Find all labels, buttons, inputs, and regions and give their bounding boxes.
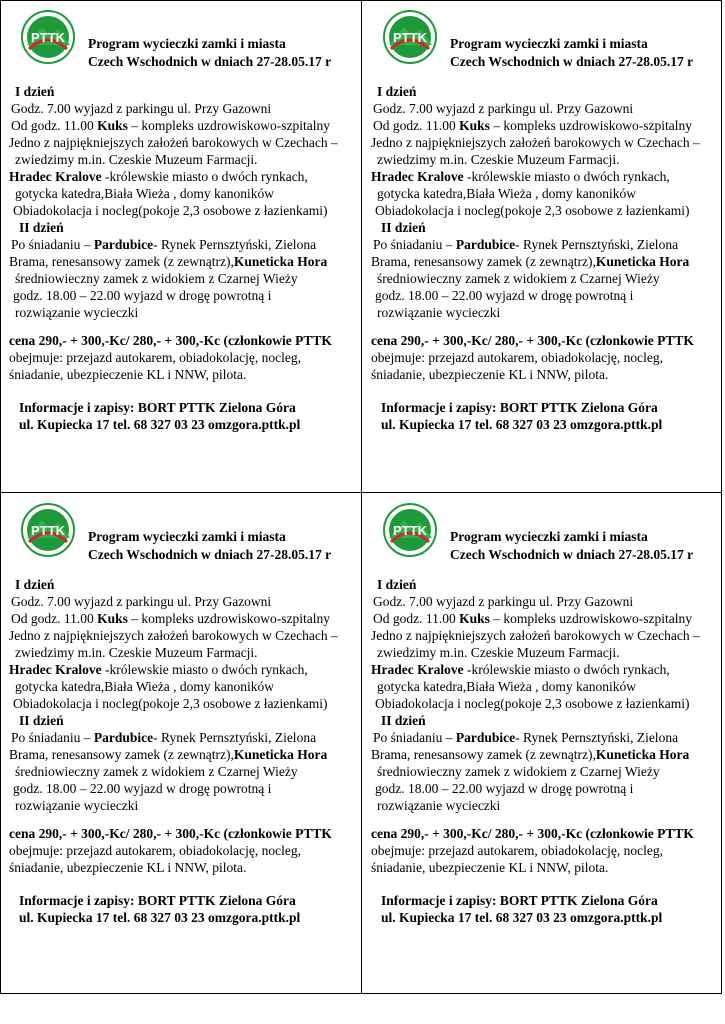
dinner-line: Obiadokolacja i nocleg(pokoje 2,3 osobowe z łazienkami) <box>13 696 328 711</box>
title-line-1: Program wycieczki zamki i miasta <box>88 36 286 51</box>
price-line: cena 290,- + 300,-Kc/ 280,- + 300,-Kc (członkowie PTTK <box>9 826 332 841</box>
includes-line-1: obejmuje: przejazd autokarem, obiadokolację, nocleg, <box>371 843 664 858</box>
kuks-name: Kuks <box>459 118 490 133</box>
includes-line-2: śniadanie, ubezpieczenie KL i NNW, pilota. <box>9 860 247 875</box>
info-line-1: Informacje i zapisy: BORT PTTK Zielona Góra <box>381 400 658 415</box>
departure-line: Godz. 7.00 wyjazd z parkingu ul. Przy Gazowni <box>11 101 272 116</box>
castle-line: średniowieczny zamek z widokiem z Czarnej Wieży <box>377 764 660 779</box>
pardubice-post: - Rynek Pernsztyński, Zielona <box>153 237 317 252</box>
pardubice-pre: Po śniadaniu – <box>11 237 94 252</box>
baroque-line: Jedno z najpiękniejszych założeń barokowych w Czechach – <box>9 135 338 150</box>
logo-text: PTTK <box>31 30 65 45</box>
kuks-post: – kompleks uzdrowiskowo-szpitalny <box>127 611 331 626</box>
hradec-line <box>9 661 359 678</box>
flyer-body <box>371 83 721 433</box>
title-line-1: Program wycieczki zamki i miasta <box>450 529 648 544</box>
kuks-name: Kuks <box>459 611 490 626</box>
kuks-line <box>371 610 721 627</box>
pardubice-line <box>371 729 721 746</box>
pardubice-name: Pardubice <box>93 730 154 745</box>
kuks-line <box>371 117 721 134</box>
hradec-name: Hradec Kralove <box>371 169 464 184</box>
includes-line-1: obejmuje: przejazd autokarem, obiadokolację, nocleg, <box>371 350 664 365</box>
flyer-card-2 <box>363 1 722 491</box>
pardubice-post: - Rynek Pernsztyński, Zielona <box>515 730 679 745</box>
kuneticka-name: Kuneticka Hora <box>595 747 690 762</box>
includes-line-2: śniadanie, ubezpieczenie KL i NNW, pilota. <box>371 367 609 382</box>
pttk-logo-icon <box>382 9 438 65</box>
pardubice-post: - Rynek Pernsztyński, Zielona <box>515 237 679 252</box>
kuneticka-pre: Brama, renesansowy zamek (z zewnątrz), <box>9 747 234 762</box>
info-line-2: ul. Kupiecka 17 tel. 68 327 03 23 omzgora.pttk.pl <box>19 910 301 925</box>
day1-heading: I dzień <box>377 84 417 99</box>
dinner-line: Obiadokolacja i nocleg(pokoje 2,3 osobowe z łazienkami) <box>375 696 690 711</box>
day1-heading: I dzień <box>377 577 417 592</box>
kuneticka-name: Kuneticka Hora <box>233 254 328 269</box>
dinner-line: Obiadokolacja i nocleg(pokoje 2,3 osobowe z łazienkami) <box>375 203 690 218</box>
end-line: rozwiązanie wycieczki <box>377 305 501 320</box>
hradec-post: -królewskie miasto o dwóch rynkach, <box>463 169 670 184</box>
kuks-pre: Od godz. 11.00 <box>11 118 98 133</box>
title-line-2: Czech Wschodnich w dniach 27-28.05.17 r <box>450 547 694 562</box>
day2-heading: II dzień <box>381 713 426 728</box>
pttk-logo-icon <box>20 9 76 65</box>
title-line-2: Czech Wschodnich w dniach 27-28.05.17 r <box>88 547 332 562</box>
kuks-post: – kompleks uzdrowiskowo-szpitalny <box>489 118 693 133</box>
return-line: godz. 18.00 – 22.00 wyjazd w drogę powrotną i <box>13 288 272 303</box>
baroque-line: Jedno z najpiękniejszych założeń barokowych w Czechach – <box>371 628 700 643</box>
kuks-pre: Od godz. 11.00 <box>11 611 98 626</box>
kuneticka-line <box>9 253 359 270</box>
flyer-title <box>450 528 720 564</box>
flyer-title <box>450 35 720 71</box>
baroque-line: Jedno z najpiękniejszych założeń barokowych w Czechach – <box>9 628 338 643</box>
kuks-post: – kompleks uzdrowiskowo-szpitalny <box>489 611 693 626</box>
kuks-line <box>9 610 359 627</box>
info-line-2: ul. Kupiecka 17 tel. 68 327 03 23 omzgora.pttk.pl <box>19 417 301 432</box>
hradec-name: Hradec Kralove <box>9 169 102 184</box>
departure-line: Godz. 7.00 wyjazd z parkingu ul. Przy Gazowni <box>373 101 634 116</box>
hradec-post: -królewskie miasto o dwóch rynkach, <box>101 662 308 677</box>
end-line: rozwiązanie wycieczki <box>15 798 139 813</box>
pardubice-pre: Po śniadaniu – <box>373 237 456 252</box>
pardubice-pre: Po śniadaniu – <box>11 730 94 745</box>
pardubice-name: Pardubice <box>93 237 154 252</box>
title-line-2: Czech Wschodnich w dniach 27-28.05.17 r <box>450 54 694 69</box>
info-line-1: Informacje i zapisy: BORT PTTK Zielona Góra <box>19 400 296 415</box>
horizontal-cut-line <box>0 492 722 493</box>
info-line-1: Informacje i zapisy: BORT PTTK Zielona Góra <box>381 893 658 908</box>
end-line: rozwiązanie wycieczki <box>15 305 139 320</box>
kuks-name: Kuks <box>97 118 128 133</box>
return-line: godz. 18.00 – 22.00 wyjazd w drogę powrotną i <box>375 288 634 303</box>
pardubice-line <box>9 236 359 253</box>
kuneticka-pre: Brama, renesansowy zamek (z zewnątrz), <box>371 747 596 762</box>
kuks-name: Kuks <box>97 611 128 626</box>
hradec-name: Hradec Kralove <box>9 662 102 677</box>
museum-line: zwiedzimy m.in. Czeskie Muzeum Farmacji. <box>377 645 620 660</box>
kuneticka-line <box>371 746 721 763</box>
logo-text: PTTK <box>31 523 65 538</box>
return-line: godz. 18.00 – 22.00 wyjazd w drogę powrotną i <box>375 781 634 796</box>
hradec-line <box>9 168 359 185</box>
cathedral-line: gotycka katedra,Biała Wieża , domy kanoników <box>15 186 274 201</box>
departure-line: Godz. 7.00 wyjazd z parkingu ul. Przy Gazowni <box>373 594 634 609</box>
flyer-card-3 <box>1 494 360 984</box>
end-line: rozwiązanie wycieczki <box>377 798 501 813</box>
kuneticka-pre: Brama, renesansowy zamek (z zewnątrz), <box>371 254 596 269</box>
day2-heading: II dzień <box>19 713 64 728</box>
museum-line: zwiedzimy m.in. Czeskie Muzeum Farmacji. <box>377 152 620 167</box>
return-line: godz. 18.00 – 22.00 wyjazd w drogę powrotną i <box>13 781 272 796</box>
museum-line: zwiedzimy m.in. Czeskie Muzeum Farmacji. <box>15 152 258 167</box>
flyer-body <box>9 83 359 433</box>
day2-heading: II dzień <box>381 220 426 235</box>
cathedral-line: gotycka katedra,Biała Wieża , domy kanoników <box>377 186 636 201</box>
flyer-card-4 <box>363 494 722 984</box>
includes-line-2: śniadanie, ubezpieczenie KL i NNW, pilota. <box>371 860 609 875</box>
flyer-card-1 <box>1 1 360 491</box>
price-line: cena 290,- + 300,-Kc/ 280,- + 300,-Kc (członkowie PTTK <box>9 333 332 348</box>
hradec-name: Hradec Kralove <box>371 662 464 677</box>
vertical-cut-line <box>361 0 362 994</box>
castle-line: średniowieczny zamek z widokiem z Czarnej Wieży <box>15 764 298 779</box>
kuneticka-line <box>9 746 359 763</box>
hradec-line <box>371 168 721 185</box>
flyer-body <box>9 576 359 926</box>
castle-line: średniowieczny zamek z widokiem z Czarnej Wieży <box>377 271 660 286</box>
kuks-pre: Od godz. 11.00 <box>373 118 460 133</box>
day1-heading: I dzień <box>15 577 55 592</box>
info-line-2: ul. Kupiecka 17 tel. 68 327 03 23 omzgora.pttk.pl <box>381 910 663 925</box>
day1-heading: I dzień <box>15 84 55 99</box>
cathedral-line: gotycka katedra,Biała Wieża , domy kanoników <box>15 679 274 694</box>
hradec-post: -królewskie miasto o dwóch rynkach, <box>463 662 670 677</box>
title-line-1: Program wycieczki zamki i miasta <box>88 529 286 544</box>
title-line-1: Program wycieczki zamki i miasta <box>450 36 648 51</box>
kuneticka-name: Kuneticka Hora <box>233 747 328 762</box>
pttk-logo-icon <box>382 502 438 558</box>
dinner-line: Obiadokolacja i nocleg(pokoje 2,3 osobowe z łazienkami) <box>13 203 328 218</box>
logo-text: PTTK <box>393 30 427 45</box>
baroque-line: Jedno z najpiękniejszych założeń barokowych w Czechach – <box>371 135 700 150</box>
kuneticka-pre: Brama, renesansowy zamek (z zewnątrz), <box>9 254 234 269</box>
pttk-logo-icon <box>20 502 76 558</box>
pardubice-line <box>9 729 359 746</box>
info-line-1: Informacje i zapisy: BORT PTTK Zielona Góra <box>19 893 296 908</box>
hradec-line <box>371 661 721 678</box>
cathedral-line: gotycka katedra,Biała Wieża , domy kanoników <box>377 679 636 694</box>
kuks-pre: Od godz. 11.00 <box>373 611 460 626</box>
flyer-title <box>88 35 358 71</box>
castle-line: średniowieczny zamek z widokiem z Czarnej Wieży <box>15 271 298 286</box>
hradec-post: -królewskie miasto o dwóch rynkach, <box>101 169 308 184</box>
departure-line: Godz. 7.00 wyjazd z parkingu ul. Przy Gazowni <box>11 594 272 609</box>
pardubice-name: Pardubice <box>455 237 516 252</box>
pardubice-name: Pardubice <box>455 730 516 745</box>
pardubice-pre: Po śniadaniu – <box>373 730 456 745</box>
flyer-title <box>88 528 358 564</box>
pardubice-post: - Rynek Pernsztyński, Zielona <box>153 730 317 745</box>
pardubice-line <box>371 236 721 253</box>
kuks-post: – kompleks uzdrowiskowo-szpitalny <box>127 118 331 133</box>
logo-text: PTTK <box>393 523 427 538</box>
museum-line: zwiedzimy m.in. Czeskie Muzeum Farmacji. <box>15 645 258 660</box>
kuneticka-name: Kuneticka Hora <box>595 254 690 269</box>
kuks-line <box>9 117 359 134</box>
title-line-2: Czech Wschodnich w dniach 27-28.05.17 r <box>88 54 332 69</box>
includes-line-1: obejmuje: przejazd autokarem, obiadokolację, nocleg, <box>9 350 302 365</box>
day2-heading: II dzień <box>19 220 64 235</box>
includes-line-2: śniadanie, ubezpieczenie KL i NNW, pilota. <box>9 367 247 382</box>
includes-line-1: obejmuje: przejazd autokarem, obiadokolację, nocleg, <box>9 843 302 858</box>
price-line: cena 290,- + 300,-Kc/ 280,- + 300,-Kc (członkowie PTTK <box>371 826 694 841</box>
price-line: cena 290,- + 300,-Kc/ 280,- + 300,-Kc (członkowie PTTK <box>371 333 694 348</box>
flyer-body <box>371 576 721 926</box>
kuneticka-line <box>371 253 721 270</box>
info-line-2: ul. Kupiecka 17 tel. 68 327 03 23 omzgora.pttk.pl <box>381 417 663 432</box>
